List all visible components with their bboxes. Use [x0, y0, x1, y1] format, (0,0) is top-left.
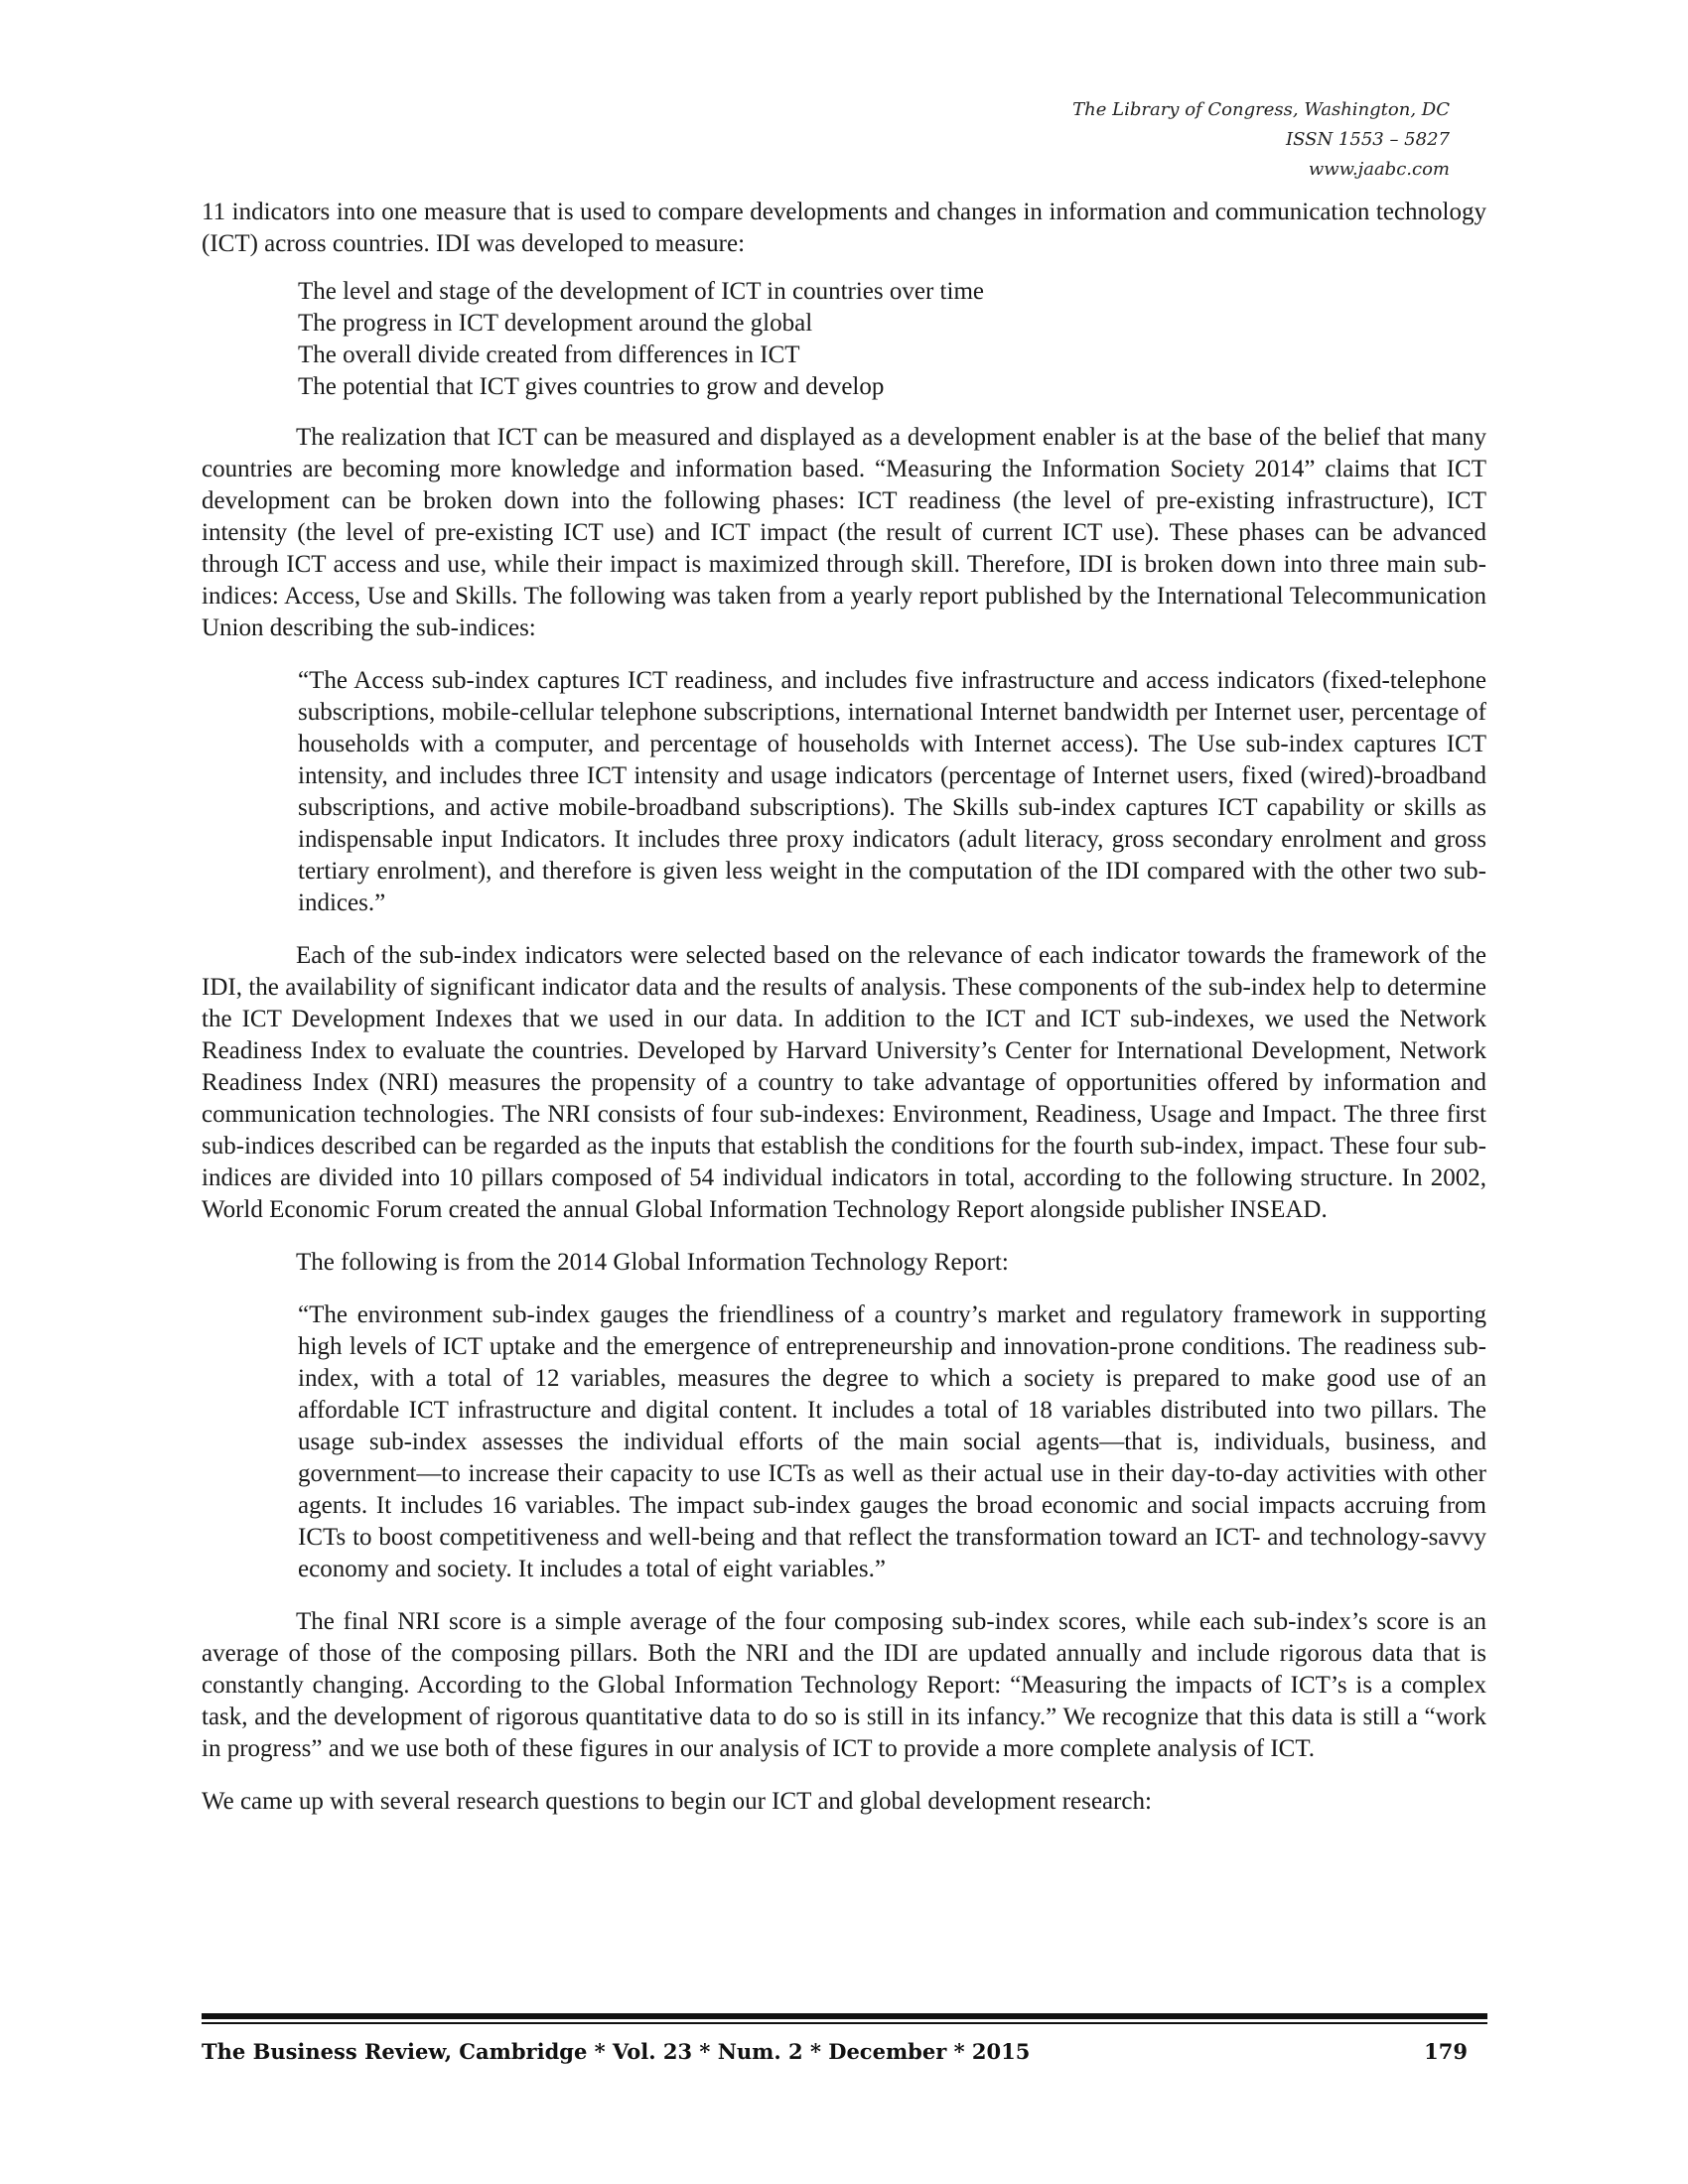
- header-issn: ISSN 1553 – 5827: [1286, 129, 1450, 150]
- block-quote: “The environment sub-index gauges the friendliness of a country’s market and regulatory framework in supporting high levels of ICT uptake and the emergence of entrepreneurship and innovation-prone conditions. The readiness sub-index, with a total of 12 variables, measures the degree to which a society is prepared to make good use of an affordable ICT infrastructure and digital content. It includes a total of 18 variables distributed into two pillars. The usage sub-index assesses the individual efforts of the main social agents—that is, individuals, business, and government—to increase their capacity to use ICTs as well as their actual use in their day-to-day activities with other agents. It includes 16 variables. The impact sub-index gauges the broad economic and social impacts accruing from ICTs to boost competitiveness and well-being and that reflect the transformation toward an ICT- and technology-savvy economy and society. It includes a total of eight variables.”: [298, 1301, 1486, 1582]
- paragraph: The following is from the 2014 Global Information Technology Report:: [296, 1249, 1009, 1276]
- list-item: The overall divide created from differences in ICT: [298, 341, 800, 368]
- footer-journal: The Business Review, Cambridge * Vol. 23 * Num. 2 * December * 2015: [202, 2039, 1031, 2064]
- header-library: The Library of Congress, Washington, DC: [1072, 99, 1450, 120]
- paragraph: The realization that ICT can be measured and displayed as a development enabler is at the base of the belief that many countries are becoming more knowledge and information based. “Measuring the Information Society 2014” claims that ICT development can be broken down into the following phases: ICT readiness (the level of pre-existing infrastructure), ICT intensity (the level of pre-existing ICT use) and ICT impact (the result of current ICT use). These phases can be advanced through ICT access and use, while their impact is maximized through skill. Therefore, IDI is broken down into three main sub-indices: Access, Use and Skills. The following was taken from a yearly report published by the International Telecommunication Union describing the sub-indices:: [202, 424, 1486, 641]
- header-website: www.jaabc.com: [1308, 159, 1450, 180]
- list-item: The potential that ICT gives countries to grow and develop: [298, 373, 885, 400]
- measure-list: [298, 276, 1486, 403]
- block-quote: “The Access sub-index captures ICT readiness, and includes five infrastructure and access indicators (fixed-telephone subscriptions, mobile-cellular telephone subscriptions, international Internet bandwidth per Internet user, percentage of households with a computer, and percentage of households with Internet access). The Use sub-index captures ICT intensity, and includes three ICT intensity and usage indicators (percentage of Internet users, fixed (wired)-broadband subscriptions, and active mobile-broadband subscriptions). The Skills sub-index captures ICT capability or skills as indispensable input Indicators. It includes three proxy indicators (adult literacy, gross secondary enrolment and gross tertiary enrolment), and therefore is given less weight in the computation of the IDI compared with the other two sub-indices.”: [298, 667, 1486, 916]
- paragraph: 11 indicators into one measure that is used to compare developments and changes in information and communication technology (ICT) across countries. IDI was developed to measure:: [202, 199, 1486, 257]
- paragraph: Each of the sub-index indicators were selected based on the relevance of each indicator towards the framework of the IDI, the availability of significant indicator data and the results of analysis. These components of the sub-index help to determine the ICT Development Indexes that we used in our data. In addition to the ICT and ICT sub-indexes, we used the Network Readiness Index to evaluate the countries. Developed by Harvard University’s Center for International Development, Network Readiness Index (NRI) measures the propensity of a country to take advantage of opportunities offered by information and communication technologies. The NRI consists of four sub-indexes: Environment, Readiness, Usage and Impact. The three first sub-indices described can be regarded as the inputs that establish the conditions for the fourth sub-index, impact. These four sub-indices are divided into 10 pillars composed of 54 individual indicators in total, according to the following structure. In 2002, World Economic Forum created the annual Global Information Technology Report alongside publisher INSEAD.: [202, 942, 1486, 1223]
- running-header: [1072, 95, 1450, 185]
- article-body: [202, 197, 1486, 1839]
- list-item: The progress in ICT development around the global: [298, 310, 813, 337]
- footer-rule: [202, 2013, 1487, 2019]
- list-item: The level and stage of the development of ICT in countries over time: [298, 278, 984, 305]
- paragraph: We came up with several research questions to begin our ICT and global development research:: [202, 1788, 1152, 1815]
- paragraph: The final NRI score is a simple average of the four composing sub-index scores, while each sub-index’s score is an average of those of the composing pillars. Both the NRI and the IDI are updated annually and include rigorous data that is constantly changing. According to the Global Information Technology Report: “Measuring the impacts of ICT’s is a complex task, and the development of rigorous quantitative data to do so is still in its infancy.” We recognize that this data is still a “work in progress” and we use both of these figures in our analysis of ICT to provide a more complete analysis of ICT.: [202, 1608, 1486, 1762]
- page-number: 179: [1424, 2039, 1468, 2064]
- footer-rule: [202, 2022, 1487, 2024]
